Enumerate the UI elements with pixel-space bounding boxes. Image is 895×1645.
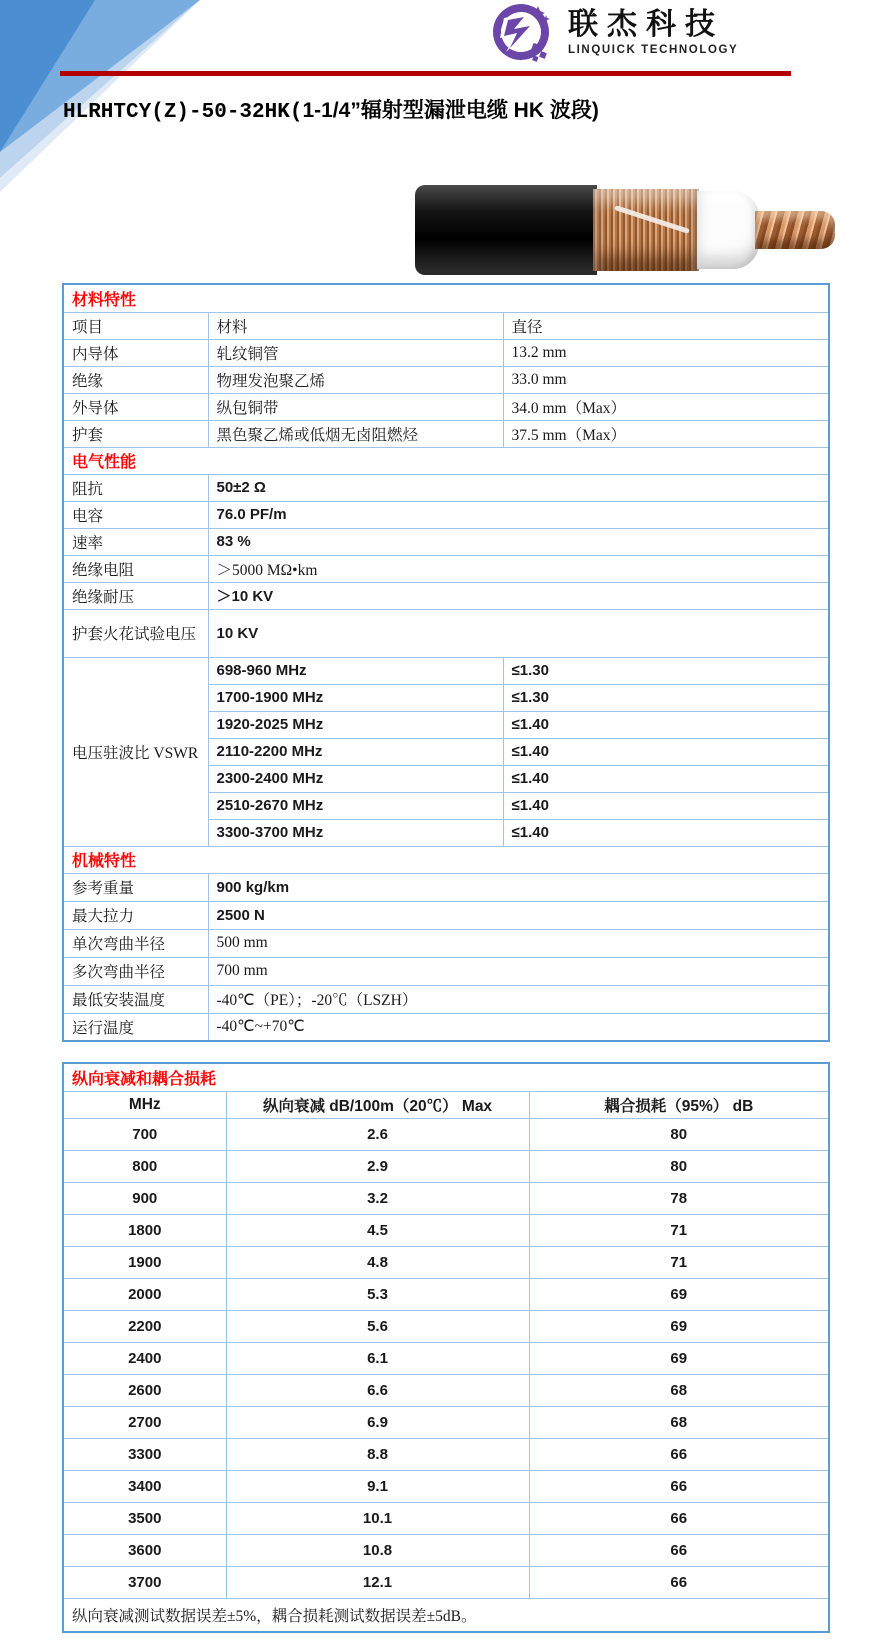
section-header-electrical: 电气性能 <box>63 447 829 474</box>
frequency-cell: 2000 <box>63 1278 226 1310</box>
spec-label-cell: 多次弯曲半径 <box>63 957 208 985</box>
brand-name-en: LINQUICK TECHNOLOGY <box>568 44 739 56</box>
attenuation-cell: 8.8 <box>226 1438 529 1470</box>
frequency-cell: 2400 <box>63 1342 226 1374</box>
header-divider-rule <box>60 71 791 76</box>
spec-value-cell: 50±2 Ω <box>208 474 829 501</box>
coupling-loss-cell: 68 <box>529 1374 829 1406</box>
spec-label-cell: 绝缘电阻 <box>63 555 208 582</box>
attenuation-cell: 6.1 <box>226 1342 529 1374</box>
vswr-frequency-cell: 2510-2670 MHz <box>208 792 503 819</box>
vswr-frequency-cell: 2110-2200 MHz <box>208 738 503 765</box>
table-row <box>63 1566 829 1598</box>
vswr-value-cell: ≤1.40 <box>503 711 829 738</box>
table-row <box>63 447 829 474</box>
table-row <box>63 366 829 393</box>
attenuation-cell: 9.1 <box>226 1470 529 1502</box>
cable-product-photo <box>415 184 835 276</box>
table-row <box>63 312 829 339</box>
table-row <box>63 528 829 555</box>
brand-name-cn: 联杰科技 <box>568 8 724 41</box>
spec-value-cell: -40℃~+70℃ <box>208 1013 829 1041</box>
coupling-loss-cell: 68 <box>529 1406 829 1438</box>
section-header-material: 材料特性 <box>63 284 829 312</box>
spec-label-cell: 速率 <box>63 528 208 555</box>
table-row <box>63 420 829 447</box>
vswr-value-cell: ≤1.40 <box>503 819 829 846</box>
coupling-loss-cell: 71 <box>529 1214 829 1246</box>
title-close-paren: ) <box>591 99 599 122</box>
frequency-cell: 3300 <box>63 1438 226 1470</box>
table-row <box>63 1246 829 1278</box>
frequency-cell: 2200 <box>63 1310 226 1342</box>
coupling-loss-cell: 66 <box>529 1534 829 1566</box>
spec-label-cell: 绝缘 <box>63 366 208 393</box>
spec-value-cell: 2500 N <box>208 901 829 929</box>
table-row <box>63 1063 829 1091</box>
vswr-frequency-cell: 2300-2400 MHz <box>208 765 503 792</box>
table-row <box>63 1278 829 1310</box>
spec-diameter-cell: 37.5 mm（Max） <box>503 420 829 447</box>
table-row <box>63 1150 829 1182</box>
table-row <box>63 1598 829 1632</box>
spec-value-cell: ＞10 KV <box>208 582 829 609</box>
table-row <box>63 846 829 873</box>
vswr-value-cell: ≤1.30 <box>503 657 829 684</box>
spec-label-cell: 运行温度 <box>63 1013 208 1041</box>
tolerance-note: 纵向衰减测试数据误差±5%，耦合损耗测试数据误差±5dB。 <box>63 1598 829 1632</box>
table-row <box>63 1182 829 1214</box>
table-row <box>63 1091 829 1118</box>
vswr-value-cell: ≤1.30 <box>503 684 829 711</box>
attenuation-cell: 4.5 <box>226 1214 529 1246</box>
attenuation-column-header: MHz <box>63 1091 226 1118</box>
table-row <box>63 501 829 528</box>
table-row <box>63 929 829 957</box>
frequency-cell: 3500 <box>63 1502 226 1534</box>
linquick-logo-icon <box>488 2 554 66</box>
spec-value-cell: 10 KV <box>208 609 829 657</box>
frequency-cell: 900 <box>63 1182 226 1214</box>
vswr-value-cell: ≤1.40 <box>503 738 829 765</box>
table-row <box>63 901 829 929</box>
spec-value-cell: 500 mm <box>208 929 829 957</box>
attenuation-cell: 4.8 <box>226 1246 529 1278</box>
attenuation-cell: 2.9 <box>226 1150 529 1182</box>
spec-value-cell: ＞5000 MΩ•km <box>208 555 829 582</box>
coupling-loss-cell: 78 <box>529 1182 829 1214</box>
table-row <box>63 609 829 657</box>
attenuation-cell: 10.1 <box>226 1502 529 1534</box>
coupling-loss-cell: 80 <box>529 1118 829 1150</box>
page-title <box>63 94 599 124</box>
table-row <box>63 1406 829 1438</box>
coupling-loss-cell: 80 <box>529 1150 829 1182</box>
spec-label-cell: 护套火花试验电压 <box>63 609 208 657</box>
frequency-cell: 3600 <box>63 1534 226 1566</box>
table-row <box>63 1374 829 1406</box>
table-row <box>63 957 829 985</box>
frequency-cell: 2600 <box>63 1374 226 1406</box>
vswr-frequency-cell: 1920-2025 MHz <box>208 711 503 738</box>
vswr-value-cell: ≤1.40 <box>503 792 829 819</box>
cable-shield-slit <box>614 205 690 234</box>
spec-diameter-cell: 13.2 mm <box>503 339 829 366</box>
table-row <box>63 1470 829 1502</box>
frequency-cell: 1800 <box>63 1214 226 1246</box>
coupling-loss-cell: 66 <box>529 1438 829 1470</box>
section-header-attenuation: 纵向衰减和耦合损耗 <box>63 1063 829 1091</box>
coupling-loss-cell: 66 <box>529 1470 829 1502</box>
spec-value-cell: 700 mm <box>208 957 829 985</box>
attenuation-column-header: 耦合损耗（95%） dB <box>529 1091 829 1118</box>
spec-value-cell: -40℃（PE）；-20℃（LSZH） <box>208 985 829 1013</box>
material-column-header: 项目 <box>63 312 208 339</box>
table-row <box>63 555 829 582</box>
spec-value-cell: 900 kg/km <box>208 873 829 901</box>
spec-value-cell: 83 % <box>208 528 829 555</box>
vswr-frequency-cell: 698-960 MHz <box>208 657 503 684</box>
attenuation-cell: 6.6 <box>226 1374 529 1406</box>
spec-label-cell: 护套 <box>63 420 208 447</box>
attenuation-cell: 12.1 <box>226 1566 529 1598</box>
vswr-label-cell: 电压驻波比 VSWR <box>63 657 208 846</box>
coupling-loss-cell: 69 <box>529 1278 829 1310</box>
table-row <box>63 474 829 501</box>
spec-label-cell: 绝缘耐压 <box>63 582 208 609</box>
frequency-cell: 3400 <box>63 1470 226 1502</box>
attenuation-cell: 2.6 <box>226 1118 529 1150</box>
table-row <box>63 1118 829 1150</box>
section-header-mechanical: 机械特性 <box>63 846 829 873</box>
title-description: 1-1/4”辐射型漏泄电缆 HK 波段 <box>302 99 592 122</box>
table-row <box>63 582 829 609</box>
spec-label-cell: 最大拉力 <box>63 901 208 929</box>
table-row <box>63 393 829 420</box>
cable-jacket <box>415 185 597 275</box>
vswr-frequency-cell: 3300-3700 MHz <box>208 819 503 846</box>
cable-copper-shield <box>593 189 699 271</box>
spec-label-cell: 参考重量 <box>63 873 208 901</box>
attenuation-table <box>62 1062 830 1633</box>
coupling-loss-cell: 69 <box>529 1342 829 1374</box>
spec-material-cell: 黑色聚乙烯或低烟无卤阻燃烃 <box>208 420 503 447</box>
table-row <box>63 657 829 684</box>
table-row <box>63 1310 829 1342</box>
frequency-cell: 3700 <box>63 1566 226 1598</box>
company-logo <box>488 2 738 66</box>
table-row <box>63 1438 829 1470</box>
coupling-loss-cell: 66 <box>529 1502 829 1534</box>
table-row <box>63 873 829 901</box>
frequency-cell: 700 <box>63 1118 226 1150</box>
cable-inner-conductor <box>755 211 835 249</box>
attenuation-column-header: 纵向衰减 dB/100m（20℃） Max <box>226 1091 529 1118</box>
table-row <box>63 1214 829 1246</box>
material-column-header: 材料 <box>208 312 503 339</box>
attenuation-cell: 10.8 <box>226 1534 529 1566</box>
spec-diameter-cell: 34.0 mm（Max） <box>503 393 829 420</box>
spec-label-cell: 阻抗 <box>63 474 208 501</box>
spec-label-cell: 最低安装温度 <box>63 985 208 1013</box>
coupling-loss-cell: 66 <box>529 1566 829 1598</box>
spec-material-cell: 物理发泡聚乙烯 <box>208 366 503 393</box>
spec-label-cell: 内导体 <box>63 339 208 366</box>
material-column-header: 直径 <box>503 312 829 339</box>
table-row <box>63 339 829 366</box>
attenuation-cell: 6.9 <box>226 1406 529 1438</box>
attenuation-cell: 3.2 <box>226 1182 529 1214</box>
vswr-value-cell: ≤1.40 <box>503 765 829 792</box>
table-row <box>63 1502 829 1534</box>
table-row <box>63 1013 829 1041</box>
vswr-frequency-cell: 1700-1900 MHz <box>208 684 503 711</box>
table-row <box>63 1534 829 1566</box>
frequency-cell: 1900 <box>63 1246 226 1278</box>
coupling-loss-cell: 69 <box>529 1310 829 1342</box>
frequency-cell: 2700 <box>63 1406 226 1438</box>
title-model-code: HLRHTCY(Z)-50-32HK( <box>63 101 303 124</box>
frequency-cell: 800 <box>63 1150 226 1182</box>
table-row <box>63 985 829 1013</box>
attenuation-cell: 5.6 <box>226 1310 529 1342</box>
cable-dielectric <box>697 191 759 269</box>
spec-material-cell: 纵包铜带 <box>208 393 503 420</box>
spec-table <box>62 283 830 1042</box>
spec-label-cell: 电容 <box>63 501 208 528</box>
coupling-loss-cell: 71 <box>529 1246 829 1278</box>
spec-diameter-cell: 33.0 mm <box>503 366 829 393</box>
table-row <box>63 1342 829 1374</box>
spec-label-cell: 单次弯曲半径 <box>63 929 208 957</box>
spec-value-cell: 76.0 PF/m <box>208 501 829 528</box>
spec-material-cell: 轧纹铜管 <box>208 339 503 366</box>
attenuation-cell: 5.3 <box>226 1278 529 1310</box>
spec-label-cell: 外导体 <box>63 393 208 420</box>
table-row <box>63 284 829 312</box>
